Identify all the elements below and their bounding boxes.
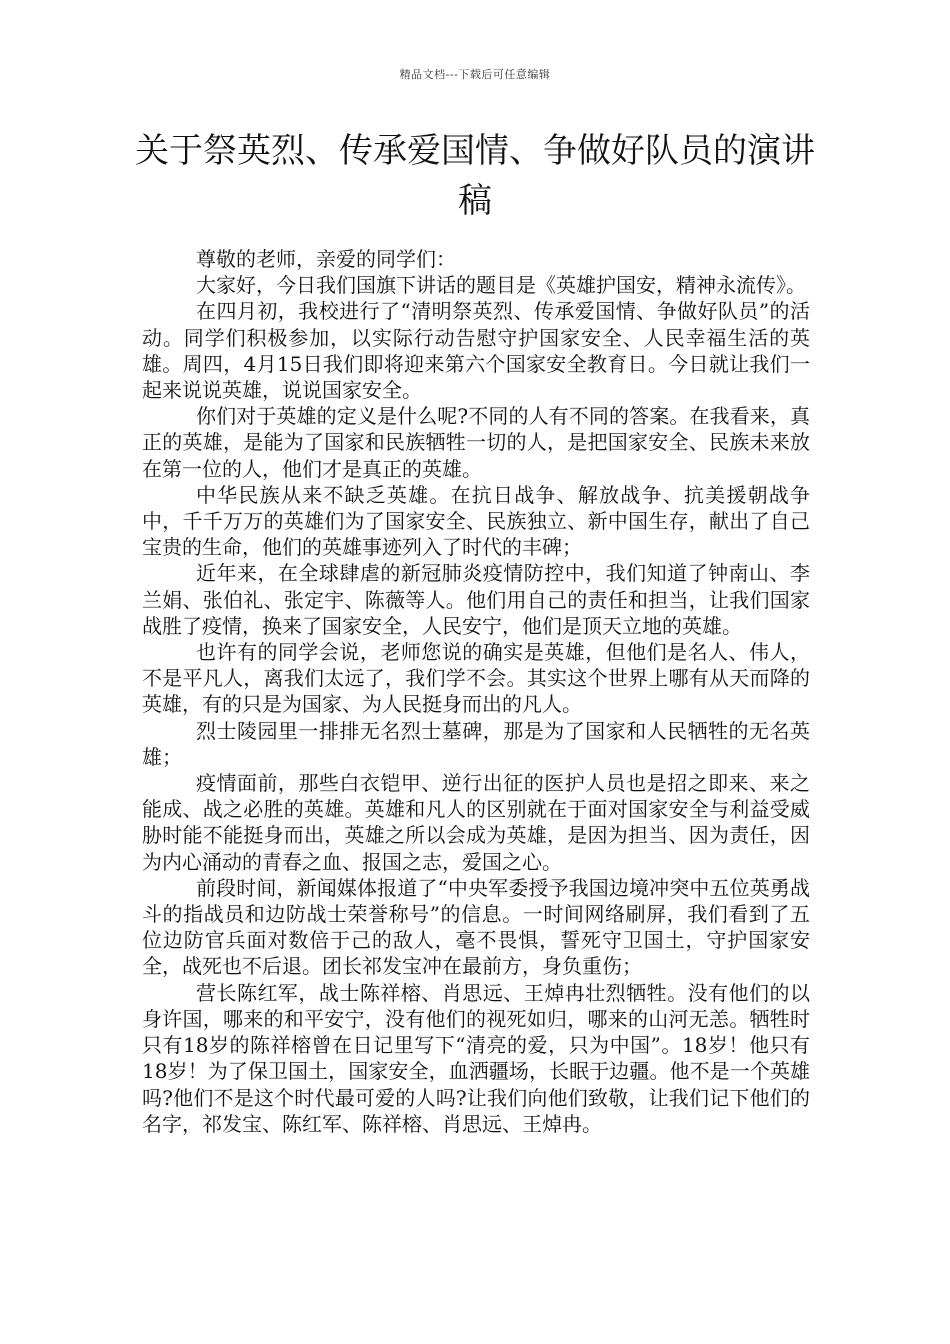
paragraph: 前段时间，新闻媒体报道了“中央军委授予我国边境冲突中五位英勇战斗的指战员和边防战士荣誉称号”的信息。一时间网络刷屏，我们看到了五位边防官兵面对数倍于己的敌人，毫不畏惧，誓死守卫国土，守护国家安全，战死也不后退。团长祁发宝冲在最前方，身负重伤； [142, 875, 810, 979]
paragraph-salutation: 尊敬的老师，亲爱的同学们： [196, 247, 456, 271]
paragraph: 疫情面前，那些白衣铠甲、逆行出征的医护人员也是招之即来、来之能成、战之必胜的英雄。英雄和凡人的区别就在于面对国家安全与利益受威胁时能不能挺身而出，英雄之所以会成为英雄，是因为担当、因为责任，因为内心涌动的青春之血、报国之志，爱国之心。 [142, 771, 810, 874]
paragraph: 营长陈红军，战士陈祥榕、肖思远、王焯冉壮烈牺牲。没有他们的以身许国，哪来的和平安宁，没有他们的视死如归，哪来的山河无恙。牺牲时只有18岁的陈祥榕曾在日记里写下“清亮的爱，只为中国”。18岁！他只有18岁！为了保卫国土，国家安全，血洒疆场，长眠于边疆。他不是一个英雄吗?他们不是这个时代最可爱的人吗?让我们向他们致敬，让我们记下他们的名字，祁发宝、陈红军、陈祥榕、肖思远、王焯冉。 [142, 980, 810, 1136]
document-body [142, 246, 810, 1137]
paragraph: 在四月初，我校进行了“清明祭英烈、传承爱国情、争做好队员”的活动。同学们积极参加，以实际行动告慰守护国家安全、人民幸福生活的英雄。周四，4月15日我们即将迎来第六个国家安全教育日。今日就让我们一起来说说英雄，说说国家安全。 [142, 299, 810, 403]
paragraph-greeting: 大家好，今日我们国旗下讲话的题目是《英雄护国安，精神永流传》。 [196, 273, 806, 298]
document-title: 关于祭英烈、传承爱国情、争做好队员的演讲稿 [135, 131, 815, 221]
header-note: 精品文档---下载后可任意编辑 [399, 68, 551, 81]
paragraph: 中华民族从来不缺乏英雄。在抗日战争、解放战争、抗美援朝战争中，千千万万的英雄们为了国家安全、民族独立、新中国生存，献出了自己宝贵的生命，他们的英雄事迹列入了时代的丰碑； [142, 482, 810, 560]
paragraph: 你们对于英雄的定义是什么呢?不同的人有不同的答案。在我看来，真正的英雄，是能为了国家和民族牺牲一切的人，是把国家安全、民族未来放在第一位的人，他们才是真正的英雄。 [142, 404, 810, 481]
paragraph: 近年来，在全球肆虐的新冠肺炎疫情防控中，我们知道了钟南山、李兰娟、张伯礼、张定宇、陈薇等人。他们用自己的责任和担当，让我们国家战胜了疫情，换来了国家安全，人民安宁，他们是顶天立地的英雄。 [142, 561, 810, 638]
paragraph: 烈士陵园里一排排无名烈士墓碑，那是为了国家和人民牺牲的无名英雄； [142, 718, 810, 769]
paragraph: 也许有的同学会说，老师您说的确实是英雄，但他们是名人、伟人，不是平凡人，离我们太远了，我们学不会。其实这个世界上哪有从天而降的英雄，有的只是为国家、为人民挺身而出的凡人。 [142, 640, 810, 717]
